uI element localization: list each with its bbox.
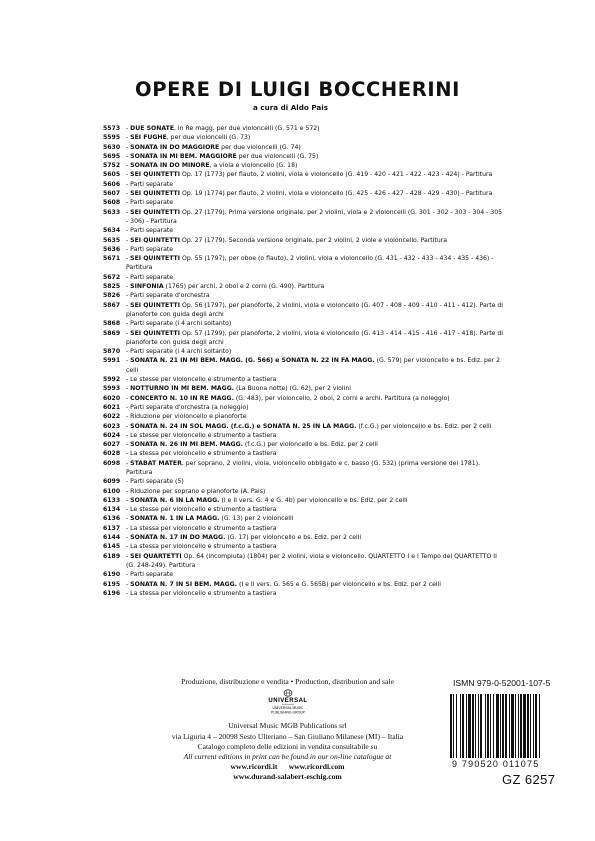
catalog-entry	[103, 133, 503, 142]
catalog-entry-work-title: NOTTURNO IN MI BEM. MAGG.	[130, 385, 235, 393]
barcode-bar	[523, 694, 526, 758]
barcode-bar	[505, 694, 507, 758]
catalog-entry-details: , a viola e violoncello (G. 18)	[209, 162, 298, 170]
catalog-entry	[103, 143, 503, 152]
catalog-entry-code: 6028	[103, 450, 121, 458]
catalog-entry	[103, 440, 503, 449]
catalog-entry-details: La stessa per violoncello e strumento a tastiera	[130, 543, 277, 551]
catalog-entry-code: 6099	[103, 478, 121, 486]
catalog-entry	[103, 412, 503, 421]
catalog-entry-code: 5606	[103, 180, 121, 188]
barcode-bar	[456, 694, 457, 758]
catalog-entry-code: 5607	[103, 190, 121, 198]
catalog-entry-code: 6144	[103, 534, 121, 542]
catalog-entry-work-title: SEI QUARTETTI	[130, 552, 182, 560]
catalog-entry-details: (1765) per archi, 2 oboi e 2 corni (G. 490). Partitura	[163, 283, 325, 291]
barcode-bar	[530, 694, 531, 758]
catalog-entry-work-title: SEI QUINTETTI	[130, 236, 181, 244]
barcode-bar	[478, 694, 479, 758]
catalog-entry	[103, 198, 503, 207]
catalog-entry-code: 5695	[103, 152, 121, 160]
catalog-entry	[103, 524, 503, 533]
catalog-code: GZ 6257	[502, 772, 556, 787]
catalog-entry	[103, 552, 503, 571]
catalog-entry-work-title: SINFONIA	[130, 283, 164, 291]
catalog-entry	[103, 459, 503, 478]
catalog-entry	[103, 152, 503, 161]
catalog-entry-code: 6137	[103, 524, 121, 532]
catalog-entry-description: - La stessa per violoncello e strumento a tastiera	[126, 589, 277, 597]
catalog-entry	[103, 505, 503, 514]
catalog-entry-work-title: SONATA N. 26 IN MI BEM. MAGG.	[130, 441, 243, 449]
catalog-entry-work-title: SEI QUINTETTI	[130, 171, 181, 179]
catalog-entry-description: - SONATA IN DO MINORE, a viola e violoncello (G. 18)	[126, 162, 298, 170]
catalog-entry-description: - Riduzione per soprano e pianoforte (A. Pais)	[126, 487, 266, 495]
catalog-entry-description: - SONATA N. 7 IN SI BEM. MAGG. (I e II vers. G. 565 e G. 565B) per violoncello e bs. Ediz. per 2 celli	[126, 580, 441, 588]
catalog-entry	[103, 319, 503, 328]
catalog-entry-work-title: SEI QUINTETTI	[130, 255, 181, 263]
catalog-entry-code: 5991	[103, 357, 121, 365]
catalog-entry	[103, 254, 503, 273]
page-subtitle: a cura di Aldo Pais	[253, 103, 329, 112]
catalog-entry-description: - Le stesse per violoncello e strumento a tastiera	[126, 376, 277, 384]
catalog-entry-details: Riduzione per violoncello e pianoforte	[130, 413, 247, 421]
catalog-entry-code: 5672	[103, 273, 121, 281]
barcode-bar	[472, 694, 474, 758]
catalog-entry-details: La stessa per violoncello e strumento a tastiera	[130, 524, 277, 532]
catalog-entry-code: 6190	[103, 571, 121, 579]
catalog-entry-description: - SEI QUINTETTI Op. 56 (1797), per pianoforte, 2 violini, viola e violoncello (G. 407 - 408 - 409 - 410 - 411 - 412). Parte di pianoforte con guida degli archi	[126, 301, 503, 318]
catalog-entry-details: Op. 27 (1779). Prima versione originale, per 2 violini, viola e 2 violoncelli (G. 301 - 302 - 303 - 304 - 305 - 306) - Partitura	[126, 208, 503, 225]
footer-url-ricordi-com[interactable]: www.ricordi.com	[288, 762, 345, 772]
catalog-entry-details: Parti separate	[130, 273, 174, 281]
catalog-entry-details: Op. 56 (1797), per pianoforte, 2 violini, viola e violoncello (G. 407 - 408 - 409 - 410 - 411 - 412). Parte di pianoforte con guida degli archi	[126, 301, 503, 318]
catalog-entry-description: - Parti separate	[126, 199, 174, 207]
catalog-entry-details: La stessa per violoncello e strumento a tastiera	[130, 589, 277, 597]
footer-url-durand[interactable]: www.durand-salabert-eschig.com	[233, 772, 342, 782]
catalog-entry	[103, 449, 503, 458]
universal-logo	[253, 689, 323, 717]
catalog-entry	[103, 124, 503, 133]
catalog-entry-code: 5573	[103, 125, 121, 132]
catalog-entry	[103, 375, 503, 384]
barcode-bar	[500, 694, 501, 758]
catalog-entry	[103, 226, 503, 235]
footer-catalog-it: Catalogo completo delle edizioni in vendita consultabile su	[197, 741, 378, 751]
catalog-entry	[103, 236, 503, 245]
catalog-entry-description: - SONATA N. 24 IN SOL MAGG. (f.c.G.) e SONATA N. 25 IN LA MAGG. (f.c.G.) per violoncello e bs. Ediz. per 2 celli	[126, 422, 492, 430]
page-title: OPERE DI LUIGI BOCCHERINI	[135, 78, 460, 101]
barcode-bar	[520, 694, 522, 758]
catalog-entry-work-title: DUE SONATE	[130, 125, 175, 132]
barcode-bar	[493, 694, 494, 758]
catalog-entry-code: 5630	[103, 143, 121, 151]
catalog-entry-description: - Parti separate (5)	[126, 478, 184, 486]
globe-icon	[284, 690, 292, 697]
catalog-entry-code: 6196	[103, 589, 121, 597]
catalog-entry-code: 5825	[103, 283, 121, 291]
catalog-entry	[103, 431, 503, 440]
catalog-entry	[103, 384, 503, 393]
catalog-entry-details: Op. 27 (1779). Seconda versione originale, per 2 violini, 2 viole e violoncello. Partitura	[180, 236, 448, 244]
catalog-entry-details: Parti separate	[130, 571, 174, 579]
catalog-entry-description: - SEI QUINTETTI Op. 57 (1799), per pianoforte, 2 violini, viola e violoncello (G. 413 - 414 - 415 - 416 - 417 - 418). Parte di pianoforte con guida degli archi	[126, 329, 503, 346]
catalog-entry-details: Parti separate d'orchestra	[130, 292, 210, 300]
catalog-entry-work-title: SEI QUINTETTI	[130, 190, 181, 198]
catalog-entry	[103, 329, 503, 348]
catalog-entry	[103, 273, 503, 282]
catalog-entry-work-title: STABAT MATER	[130, 459, 182, 467]
catalog-entry-description: - SEI QUINTETTI Op. 27 (1779). Prima versione originale, per 2 violini, viola e 2 violoncelli (G. 301 - 302 - 303 - 304 - 305 - 306) - Partitura	[126, 208, 503, 225]
catalog-entry-code: 5595	[103, 134, 121, 142]
catalog-entry-description: - SEI QUINTETTI Op. 27 (1779). Seconda versione originale, per 2 violini, 2 viole e violoncello. Partitura	[126, 236, 448, 244]
barcode	[448, 694, 578, 758]
catalog-entry-code: 6023	[103, 422, 121, 430]
catalog-entry-code: 5671	[103, 255, 121, 263]
catalog-entry-details: Parti separate (i 4 archi soltanto)	[130, 348, 232, 356]
catalog-entry-work-title: SONATA IN MI BEM. MAGGIORE	[130, 152, 237, 160]
publisher-footer	[155, 677, 420, 783]
catalog-entry-details: Parti separate	[130, 245, 174, 253]
catalog-entry-code: 6024	[103, 431, 121, 439]
catalog-entry-code: 5869	[103, 329, 121, 337]
barcode-bar	[480, 694, 482, 758]
catalog-entry-description: - CONCERTO N. 10 IN RE MAGG. (G. 483), per violoncello, 2 oboi, 2 corni e archi. Partitura (a noleggio)	[126, 394, 450, 402]
logo-subline-2: PUBLISHING GROUP	[270, 710, 305, 715]
barcode-bar	[511, 694, 514, 758]
catalog-entry-work-title: SEI QUINTETTI	[130, 329, 181, 337]
catalog-entry-work-title: SONATA IN DO MAGGIORE	[130, 143, 220, 151]
catalog-entry-work-title: SONATA N. 6 IN LA MAGG.	[130, 496, 220, 504]
catalog-entry-description: - STABAT MATER, per soprano, 2 violini, viola, violoncello obbligato e c. basso (G. 532) (prima versione del 1781). Partitura	[126, 459, 481, 476]
barcode-digits: 9 790520 011075	[452, 759, 540, 769]
catalog-entry	[103, 580, 503, 589]
barcode-bar	[468, 694, 471, 758]
catalog-entry-details: La stessa per violoncello e strumento a tastiera	[130, 450, 277, 458]
catalog-entry-description: - SINFONIA (1765) per archi, 2 oboi e 2 corni (G. 490). Partitura	[126, 283, 325, 291]
catalog-entry-details: Le stesse per violoncello e strumento a tastiera	[130, 431, 277, 439]
catalog-entry-description: - SEI QUARTETTI Op. 64 (incompiuta) (1804) per 2 violini, viola e violoncello. QUARTETTO I e I Tempo del QUARTETTO II (G. 248-249). Partitura	[126, 552, 497, 569]
catalog-entry-code: 6098	[103, 459, 121, 467]
catalog-entry-work-title: SONATA N. 17 IN DO MAGG.	[130, 534, 226, 542]
logo-word: UNIVERSAL	[267, 698, 308, 705]
catalog-entry-details: , per soprano, 2 violini, viola, violoncello obbligato e c. basso (G. 532) (prima versione del 1781). Partitura	[126, 459, 481, 476]
catalog-entry	[103, 189, 503, 198]
catalog-entry-details: Op. 64 (incompiuta) (1804) per 2 violini, viola e violoncello. QUARTETTO I e I Tempo del QUARTETTO II (G. 248-249). Partitura	[126, 552, 497, 569]
footer-address: via Liguria 4 – 20098 Sesto Ulteriano – San Giuliano Milanese (MI) – Italia	[171, 731, 404, 741]
catalog-entry-description: - SONATA N. 21 IN MI BEM. MAGG. (G. 566) e SONATA N. 22 IN FA MAGG. (G. 579) per violoncello e bs. Ediz. per 2 celli	[126, 357, 500, 374]
barcode-bar	[485, 694, 486, 758]
catalog-entry-details: Parti separate	[130, 227, 174, 235]
catalog-entry-details: Parti separate	[130, 180, 174, 188]
catalog-entry-code: 6195	[103, 580, 121, 588]
catalog-entry-description: - SEI QUINTETTI Op. 17 (1773) per flauto, 2 violini, viola e violoncello (G. 419 - 420 - 421 - 422 - 423 - 424) - Partitura	[126, 171, 493, 179]
catalog-entry	[103, 403, 503, 412]
catalog-entry-details: (f.c.G.) per violoncello e bs. Ediz. per 2 celli	[242, 441, 378, 449]
catalog-entry-code: 5635	[103, 236, 121, 244]
catalog-entry-code: 6136	[103, 515, 121, 523]
catalog-entry-description: - La stessa per violoncello e strumento a tastiera	[126, 543, 277, 551]
catalog-entry	[103, 589, 503, 598]
catalog-entry-details: Op. 57 (1799), per pianoforte, 2 violini, viola e violoncello (G. 413 - 414 - 415 - 416 - 417 - 418). Parte di pianoforte con guida degli archi	[126, 329, 503, 346]
catalog-entry-work-title: SONATA N. 7 IN SI BEM. MAGG.	[130, 580, 237, 588]
catalog-entry-details: Parti separate	[130, 199, 174, 207]
catalog-entry-code: 5752	[103, 162, 121, 170]
catalog-entry	[103, 282, 503, 291]
footer-production-line: Produzione, distribuzione e vendita • Production, distribution and sale	[181, 677, 394, 686]
catalog-entry-code: 6189	[103, 552, 121, 560]
catalog-entry-description: - SEI QUINTETTI Op. 19 (1774) per flauto, 2 violini, viola e violoncello (G. 425 - 426 - 427 - 428 - 429 - 430) - Partitura	[126, 190, 493, 198]
barcode-bar	[535, 694, 537, 758]
catalog-entry	[103, 245, 503, 254]
catalog-entry-details: (f.c.G.) per violoncello e bs. Ediz. per 2 celli	[356, 422, 492, 430]
catalog-entry-code: 5608	[103, 199, 121, 207]
catalog-entry-work-title: SONATA N. 21 IN MI BEM. MAGG. (G. 566) e SONATA N. 22 IN FA MAGG.	[130, 357, 375, 365]
catalog-entry-description: - Parti separate	[126, 245, 174, 253]
catalog-entry-code: 5993	[103, 385, 121, 393]
catalog-entry-code: 5634	[103, 227, 121, 235]
barcode-bar	[490, 694, 491, 758]
catalog-entry	[103, 496, 503, 505]
catalog-entry-description: - Parti separate d'orchestra	[126, 292, 210, 300]
catalog-entry-work-title: SONATA N. 1 IN LA MAGG.	[130, 515, 220, 523]
footer-url-ricordi-it[interactable]: www.ricordi.it	[230, 762, 278, 772]
catalog-entry-details: (La Buona notte) (G. 62), per 2 violini	[234, 385, 351, 393]
catalog-entry-description: - Parti separate d'orchestra (a noleggio)	[126, 403, 249, 411]
barcode-bar	[518, 694, 519, 758]
catalog-entry	[103, 170, 503, 179]
catalog-entry-details: per due violoncelli (G. 75)	[236, 152, 319, 160]
barcode-bar	[450, 694, 452, 758]
catalog-entry-description: - SONATA N. 1 IN LA MAGG. (G. 13) per 2 violoncelli	[126, 515, 294, 523]
catalog-entry-code: 6134	[103, 506, 121, 514]
catalog-entry-description: - NOTTURNO IN MI BEM. MAGG. (La Buona notte) (G. 62), per 2 violini	[126, 385, 351, 393]
catalog-entry-description: - Le stesse per violoncello e strumento a tastiera	[126, 431, 277, 439]
catalog-entry-details: (I e II vers. G. 4 e G. 4b) per violoncello e bs. Ediz. per 2 celli	[219, 496, 408, 504]
catalog-entry-details: Riduzione per soprano e pianoforte (A. Pais)	[130, 487, 266, 495]
barcode-bar	[539, 694, 540, 758]
catalog-entry-work-title: SONATA N. 24 IN SOL MAGG. (f.c.G.) e SONATA N. 25 IN LA MAGG.	[130, 422, 357, 430]
barcode-bar	[515, 694, 516, 758]
catalog-entry	[103, 208, 503, 227]
catalog-entry-work-title: SEI FUGHE	[130, 134, 167, 142]
catalog-entry-details: (G. 579) per violoncello e bs. Ediz. per 2 celli	[126, 357, 500, 374]
catalog-entry-code: 6027	[103, 441, 121, 449]
catalog-entry-details: Op. 19 (1774) per flauto, 2 violini, viola e violoncello (G. 425 - 426 - 427 - 428 - 429 - 430) - Partitura	[180, 190, 493, 198]
catalog-entry-details: (G. 17) per violoncello e bs. Ediz. per 2 celli	[225, 534, 362, 542]
catalog-entry-code: 6133	[103, 496, 121, 504]
catalog-entry-code: 6022	[103, 413, 121, 421]
catalog-entry	[103, 487, 503, 496]
catalog-entry-work-title: SEI QUINTETTI	[130, 301, 181, 309]
barcode-bar	[496, 694, 499, 758]
catalog-entry-details: Parti separate (5)	[130, 478, 184, 486]
barcode-bar	[502, 694, 504, 758]
catalog-entry-details: Op. 17 (1773) per flauto, 2 violini, viola e violoncello (G. 419 - 420 - 421 - 422 - 423 - 424) - Partitura	[180, 171, 493, 179]
catalog-list	[103, 124, 503, 598]
catalog-entry	[103, 347, 503, 356]
catalog-entry-code: 5868	[103, 320, 121, 328]
catalog-entry-code: 5867	[103, 301, 121, 309]
catalog-entry-code: 6021	[103, 403, 121, 411]
catalog-entry-work-title: CONCERTO N. 10 IN RE MAGG.	[130, 394, 234, 402]
catalog-entry-description: - Parti separate	[126, 180, 174, 188]
catalog-entry-description: - SONATA N. 17 IN DO MAGG. (G. 17) per violoncello e bs. Ediz. per 2 celli	[126, 534, 362, 542]
barcode-bar	[487, 694, 489, 758]
barcode-bar	[453, 694, 454, 758]
catalog-entry	[103, 301, 503, 320]
catalog-entry	[103, 422, 503, 431]
catalog-entry-description: - Parti separate (i 4 archi soltanto)	[126, 320, 232, 328]
catalog-entry-work-title: SONATA IN DO MINORE	[130, 162, 210, 170]
barcode-bar	[460, 694, 461, 758]
catalog-entry-description: - DUE SONATE, in Re magg. per due violoncelli (G. 571 e 572)	[126, 125, 320, 132]
catalog-entry-code: 6100	[103, 487, 121, 495]
catalog-entry-code: 5826	[103, 292, 121, 300]
catalog-entry-description: - SEI QUINTETTI Op. 55 (1797), per oboe (o flauto), 2 violini, viola e violoncello (G. 431 - 432 - 433 - 434 - 435 - 436) - Partitura	[126, 255, 494, 272]
logo-subline-1: UNIVERSAL MUSIC	[272, 706, 303, 711]
catalog-entry	[103, 542, 503, 551]
barcode-bar	[527, 694, 529, 758]
catalog-entry-details: (I e II vers. G. 565 e G. 565B) per violoncello e bs. Ediz. per 2 celli	[237, 580, 441, 588]
catalog-entry-details: per due violoncelli (G. 74)	[219, 143, 301, 151]
catalog-entry	[103, 570, 503, 579]
barcode-bar	[533, 694, 534, 758]
catalog-entry-work-title: SEI QUINTETTI	[130, 208, 181, 216]
barcode-bar	[462, 694, 464, 758]
catalog-entry-code: 6145	[103, 543, 121, 551]
footer-catalog-en: All current editions in print can be found in our on-line catalogue at	[183, 752, 392, 762]
catalog-entry-code: 5636	[103, 245, 121, 253]
barcode-bar	[466, 694, 467, 758]
catalog-entry-description: - Riduzione per violoncello e pianoforte	[126, 413, 247, 421]
catalog-entry-details: Le stesse per violoncello e strumento a tastiera	[130, 506, 277, 514]
barcode-bar	[509, 694, 510, 758]
catalog-entry-details: (G. 483), per violoncello, 2 oboi, 2 corni e archi. Partitura (a noleggio)	[233, 394, 450, 402]
catalog-entry-details: Op. 55 (1797), per oboe (o flauto), 2 violini, viola e violoncello (G. 431 - 432 - 433 - 434 - 435 - 436) - Partitura	[126, 255, 494, 272]
footer-company: Universal Music MGB Publications srl	[228, 721, 347, 731]
catalog-entry-description: - La stessa per violoncello e strumento a tastiera	[126, 524, 277, 532]
catalog-entry-description: - Le stesse per violoncello e strumento a tastiera	[126, 506, 277, 514]
catalog-entry-description: - Parti separate	[126, 571, 174, 579]
catalog-entry-description: - SONATA N. 26 IN MI BEM. MAGG. (f.c.G.) per violoncello e bs. Ediz. per 2 celli	[126, 441, 378, 449]
catalog-entry-description: - SONATA N. 6 IN LA MAGG. (I e II vers. G. 4 e G. 4b) per violoncello e bs. Ediz. per 2 celli	[126, 496, 408, 504]
catalog-entry-details: , per due violoncelli (G. 73)	[166, 134, 251, 142]
catalog-entry-description: - SONATA IN DO MAGGIORE per due violoncelli (G. 74)	[126, 143, 301, 151]
catalog-entry-description: - La stessa per violoncello e strumento a tastiera	[126, 450, 277, 458]
catalog-entry-details: Parti separate d'orchestra (a noleggio)	[130, 403, 249, 411]
catalog-entry-code: 6020	[103, 394, 121, 402]
catalog-entry-details: (G. 13) per 2 violoncelli	[219, 515, 294, 523]
catalog-entry	[103, 291, 503, 300]
catalog-entry	[103, 180, 503, 189]
catalog-entry-code: 5605	[103, 171, 121, 179]
catalog-entry	[103, 356, 503, 375]
catalog-entry-code: 5870	[103, 348, 121, 356]
catalog-entry-details: , in Re magg. per due violoncelli (G. 571 e 572)	[174, 125, 320, 132]
catalog-entry	[103, 533, 503, 542]
catalog-entry-description: - SONATA IN MI BEM. MAGGIORE per due violoncelli (G. 75)	[126, 152, 319, 160]
catalog-entry-description: - Parti separate	[126, 273, 174, 281]
catalog-entry-code: 5992	[103, 376, 121, 384]
catalog-entry-details: Parti separate (i 4 archi soltanto)	[130, 320, 232, 328]
catalog-entry	[103, 161, 503, 170]
ismn-number: ISMN 979-0-52001-107-5	[453, 678, 551, 688]
catalog-entry	[103, 514, 503, 523]
catalog-entry	[103, 394, 503, 403]
catalog-entry-description: - SEI FUGHE, per due violoncelli (G. 73)	[126, 134, 251, 142]
barcode-bar	[475, 694, 476, 758]
catalog-entry-code: 5633	[103, 208, 121, 216]
catalog-entry-details: Le stesse per violoncello e strumento a tastiera	[130, 376, 277, 384]
catalog-entry	[103, 477, 503, 486]
catalog-entry-description: - Parti separate	[126, 227, 174, 235]
catalog-entry-description: - Parti separate (i 4 archi soltanto)	[126, 348, 232, 356]
